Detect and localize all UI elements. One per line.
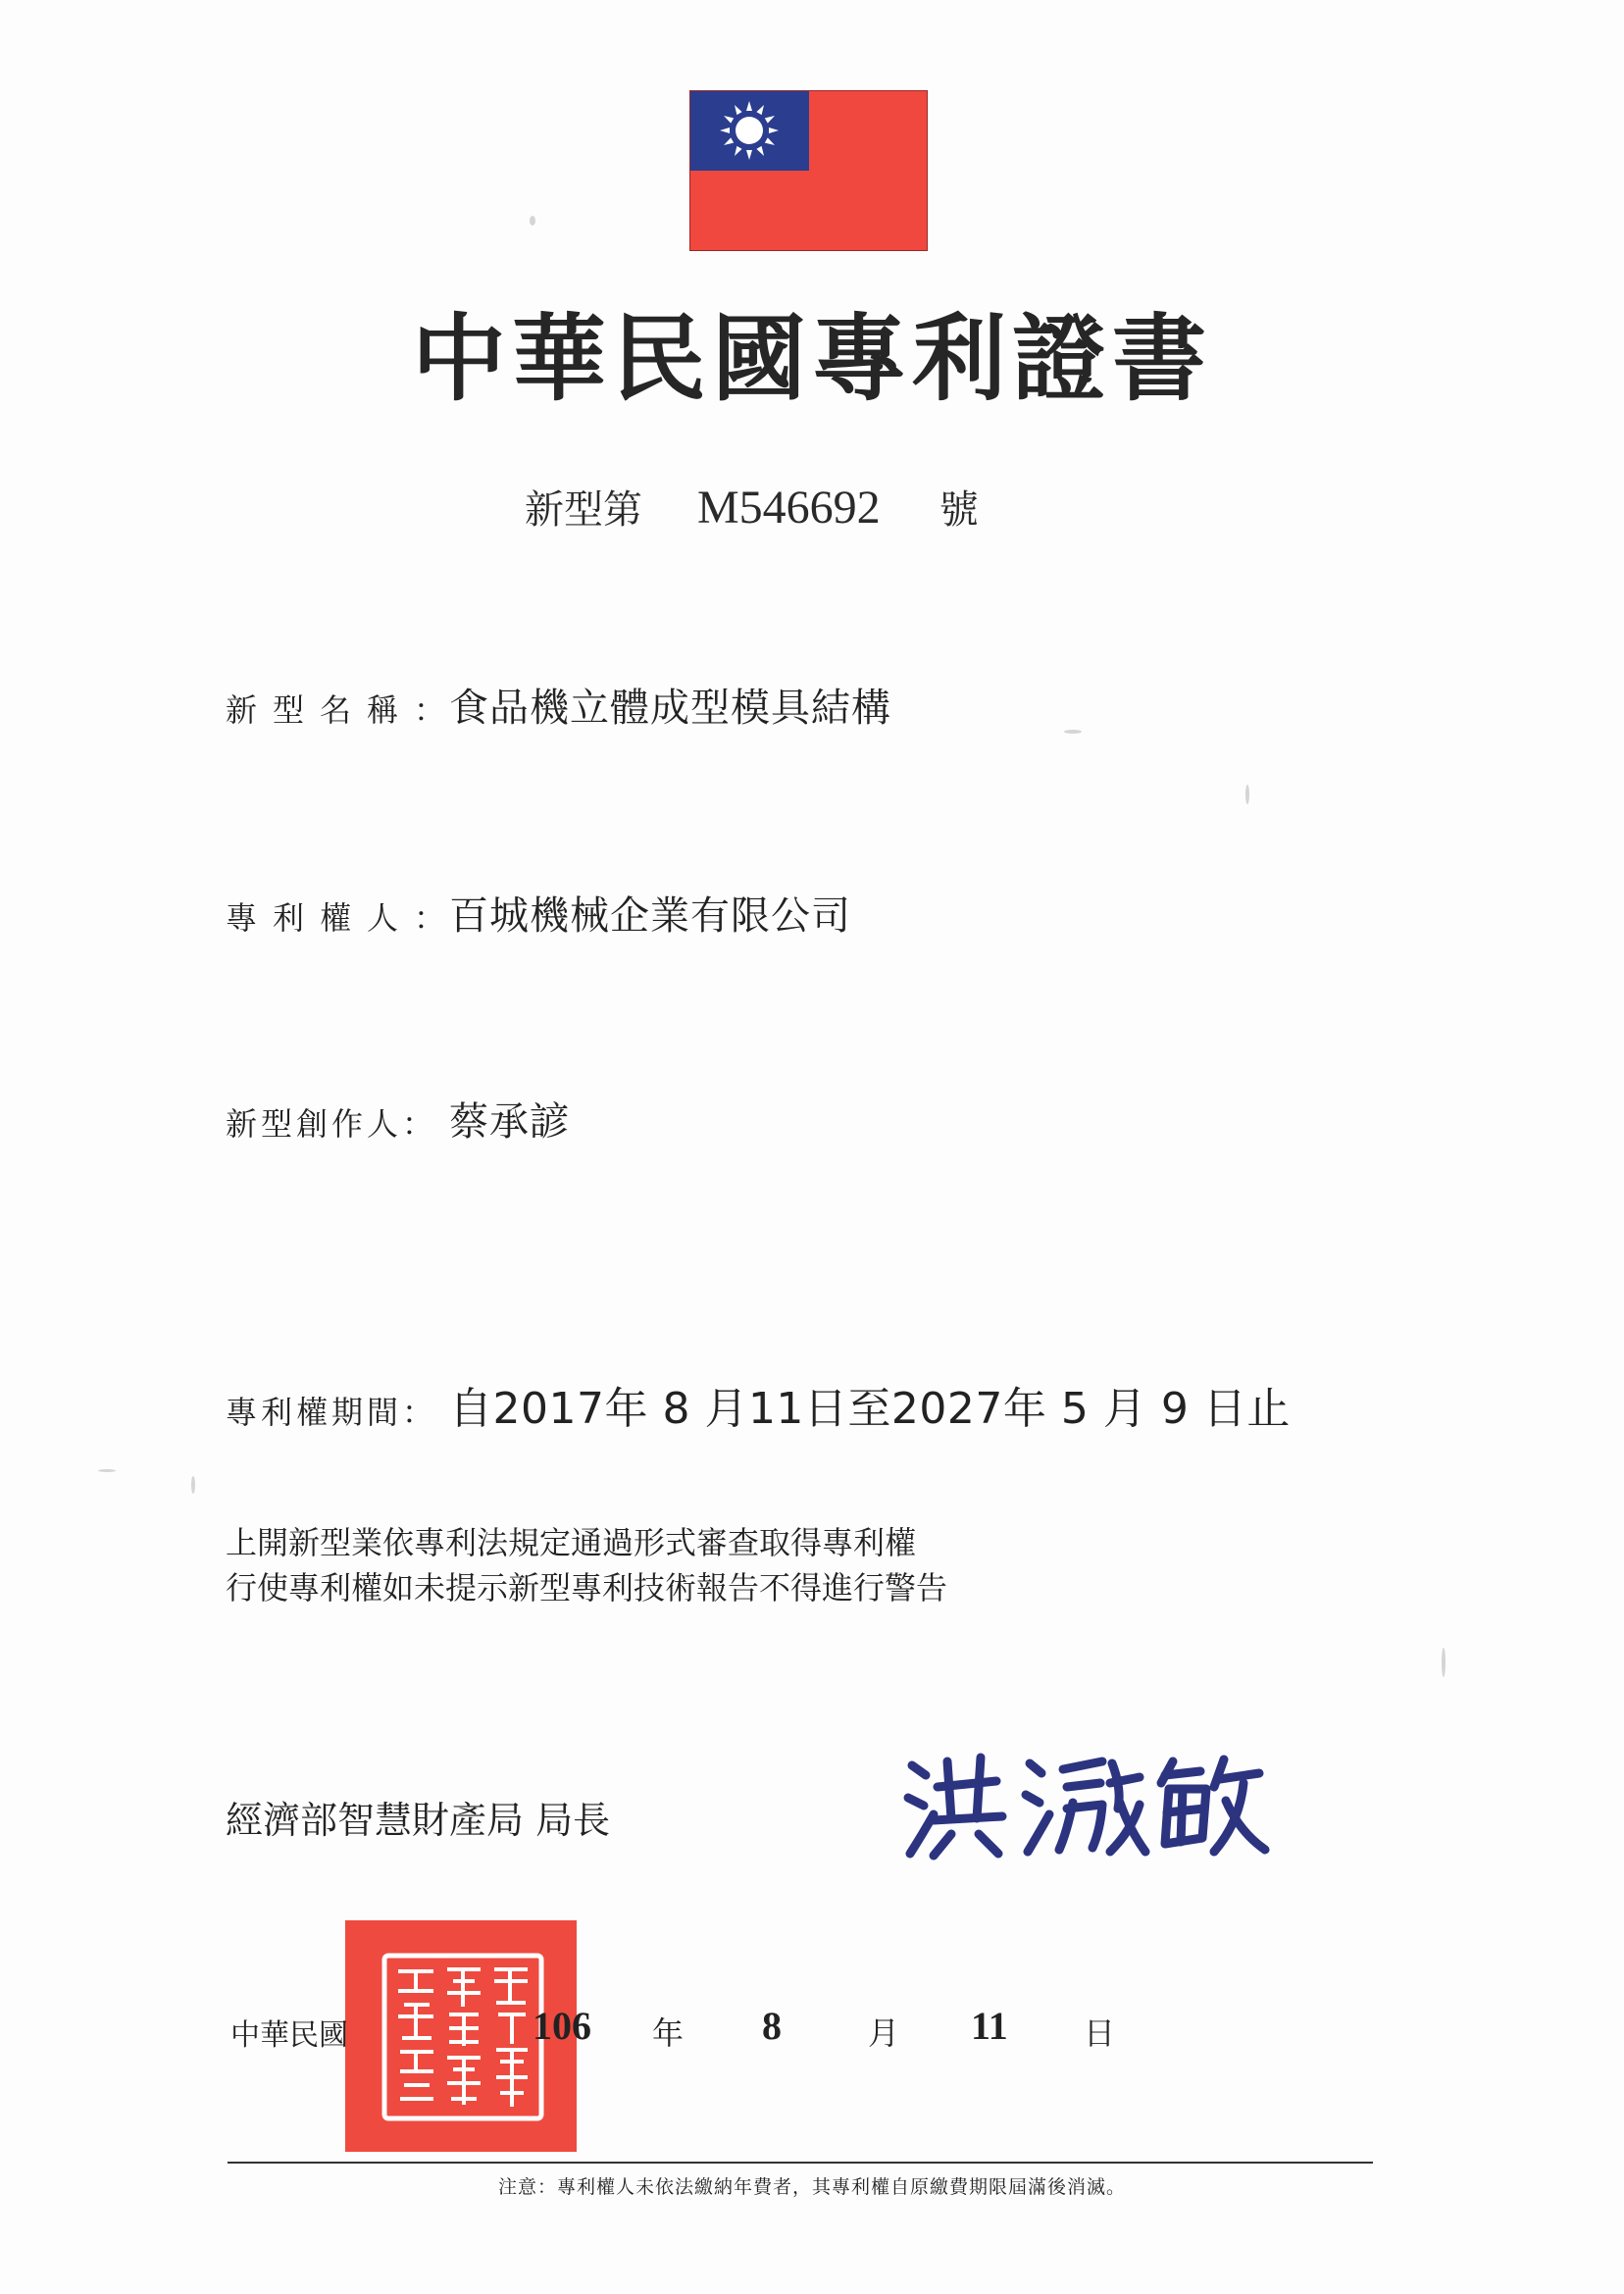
scan-speck (1442, 1648, 1446, 1677)
footer-divider (228, 2162, 1373, 2164)
date-era-prefix: 中華民國 (230, 2018, 348, 2053)
date-year: 106 (533, 2004, 591, 2048)
field-patentee (226, 885, 851, 941)
statement-line: 上開新型業依專利法規定通過形式審查取得專利權 (226, 1524, 917, 1561)
field-value: 自2017年 8 月11日至2027年 5 月 9 日止 (449, 1384, 1291, 1434)
scan-speck (98, 1469, 116, 1472)
number-prefix: 新型第 (525, 487, 642, 533)
date-month-label: 月 (868, 2014, 900, 2052)
field-value: 百城機械企業有限公司 (449, 893, 851, 939)
field-value: 蔡承諺 (449, 1099, 570, 1145)
certificate-title: 中華民國專利證書 (412, 303, 1212, 414)
scan-speck (530, 216, 535, 226)
date-year-label: 年 (652, 2014, 685, 2052)
scan-speck (1064, 730, 1082, 734)
field-creator (226, 1091, 570, 1147)
director-signature (900, 1744, 1273, 1871)
patent-number-line (525, 479, 979, 537)
field-patent-term (226, 1373, 1291, 1436)
footnote: 注意：專利權人未依法繳納年費者，其專利權自原繳費期限屆滿後消滅。 (497, 2176, 1126, 2198)
scan-speck (191, 1476, 195, 1494)
date-month: 8 (762, 2004, 782, 2048)
date-day-label: 日 (1084, 2014, 1116, 2052)
scan-speck (1245, 785, 1249, 804)
patent-number: M546692 (697, 482, 881, 534)
statement-line: 行使專利權如未提示新型專利技術報告不得進行警告 (226, 1569, 948, 1606)
field-value: 食品機立體成型模具結構 (449, 686, 891, 731)
signatory-office: 經濟部智慧財產局 局長 (226, 1799, 611, 1842)
statement (226, 1520, 947, 1610)
field-label: 新型名稱： (226, 691, 462, 729)
field-label: 專利權期間： (226, 1394, 438, 1431)
field-label: 新型創作人： (226, 1105, 438, 1143)
number-suffix: 號 (939, 487, 979, 533)
date-day: 11 (971, 2004, 1008, 2048)
roc-flag-icon (689, 90, 928, 251)
field-label: 專利權人： (226, 899, 462, 937)
field-utility-model-name (226, 677, 891, 733)
